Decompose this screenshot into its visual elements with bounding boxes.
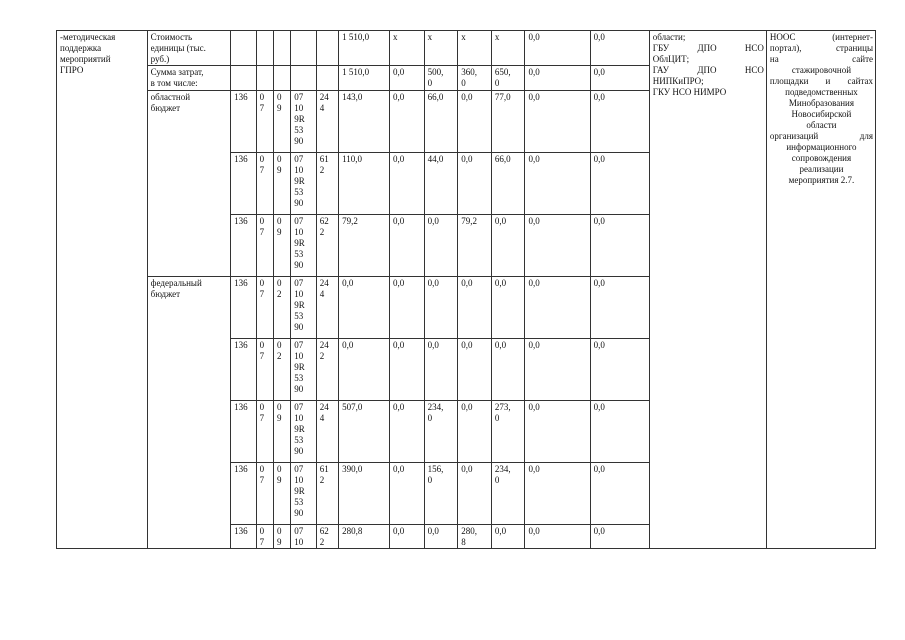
result-line: мероприятия 2.7. (788, 175, 855, 185)
indicator-line: бюджет (150, 289, 181, 299)
year-cell: 0,0 (525, 91, 590, 153)
result-line: НООС (интернет- (769, 32, 873, 42)
grbs-code-cell: 136 (231, 91, 256, 153)
value-line: 0,0 (494, 216, 507, 226)
year-cell: 0,0 (590, 91, 649, 153)
total-cell: 79,2 (339, 215, 390, 277)
year-cell: x (390, 31, 425, 66)
year-cell (458, 153, 492, 215)
value-line: 9 (276, 475, 282, 485)
year-cell: 0,0 (525, 31, 590, 66)
value-line: 0 (276, 402, 282, 412)
year-cell (491, 66, 525, 91)
executor-line: ГБУ ДПО НСО (652, 43, 764, 53)
value-line: 24 (319, 402, 329, 412)
indicator-regional (147, 91, 231, 277)
expense-type-cell (316, 215, 338, 277)
total-cell: 0,0 (339, 339, 390, 401)
year-cell (458, 91, 492, 153)
empty-cell (316, 66, 338, 91)
result-line: организаций для (769, 131, 873, 141)
value-line: 2 (319, 351, 325, 361)
value-line: 0,0 (461, 402, 473, 412)
year-cell (424, 215, 458, 277)
empty-cell (256, 31, 273, 66)
result-line: Новосибирской (791, 109, 852, 119)
value-line: 0 (427, 413, 433, 423)
expense-type-cell (316, 91, 338, 153)
budget-table (56, 30, 876, 549)
subsection-code-cell (273, 153, 290, 215)
value-line: 0,0 (427, 340, 439, 350)
value-line: 9 (276, 537, 282, 547)
value-line: 07 (294, 526, 304, 536)
section-code-cell (256, 91, 273, 153)
value-line: 07 (294, 278, 304, 288)
value-line: 0 (259, 340, 265, 350)
year-cell (424, 91, 458, 153)
result-line: сопровождения (791, 153, 852, 163)
executor-line: ОблЦИТ; (652, 54, 690, 64)
value-line: 0,0 (427, 278, 439, 288)
total-cell: 507,0 (339, 401, 390, 463)
value-line: 0,0 (427, 216, 439, 226)
value-line: 66,0 (494, 154, 511, 164)
value-line: 07 (294, 340, 304, 350)
year-cell: 0,0 (390, 401, 425, 463)
year-cell (424, 153, 458, 215)
year-cell (424, 463, 458, 525)
value-line: 10 (294, 475, 304, 485)
year-cell: 0,0 (525, 277, 590, 339)
expense-type-cell (316, 277, 338, 339)
unit-cost-row (57, 31, 876, 66)
measure-line: ГПРО (60, 65, 84, 75)
value-line: 234, (427, 402, 444, 412)
value-line: 7 (259, 165, 265, 175)
section-code-cell (256, 339, 273, 401)
year-cell: 0,0 (390, 463, 425, 525)
year-cell (491, 339, 525, 401)
year-cell: 0,0 (590, 401, 649, 463)
value-line: 2 (319, 165, 325, 175)
subsection-code-cell (273, 339, 290, 401)
value-line: 7 (259, 289, 265, 299)
value-line: 280, (461, 526, 478, 536)
value-line: 0,0 (494, 340, 507, 350)
indicator-line: бюджет (150, 103, 181, 113)
year-cell: 0,0 (590, 215, 649, 277)
value-line: 0 (276, 92, 282, 102)
year-cell (424, 66, 458, 91)
value-line: 53 (294, 373, 304, 383)
measure-name-cell (57, 31, 148, 549)
year-cell: 0,0 (590, 153, 649, 215)
subsection-code-cell (273, 91, 290, 153)
value-line: 0 (276, 216, 282, 226)
empty-cell (273, 31, 290, 66)
executor-line: ГКУ НСО НИМРО (652, 87, 727, 97)
value-line: 0 (259, 92, 265, 102)
empty-cell (291, 66, 316, 91)
year-cell (424, 339, 458, 401)
value-line: 234, (494, 464, 511, 474)
grbs-code-cell: 136 (231, 277, 256, 339)
value-line: 53 (294, 187, 304, 197)
value-line: 62 (319, 216, 329, 226)
value-line: 24 (319, 92, 329, 102)
indicator-unit-cost (147, 31, 231, 66)
year-cell: 0,0 (525, 339, 590, 401)
value-line: 7 (259, 537, 265, 547)
value-line: 0 (494, 475, 500, 485)
year-cell (458, 339, 492, 401)
total-cell: 0,0 (339, 277, 390, 339)
total-cell: 110,0 (339, 153, 390, 215)
total-cell: 280,8 (339, 525, 390, 549)
year-cell: 0,0 (525, 66, 590, 91)
results-cell (766, 31, 875, 549)
measure-line: поддержка (60, 43, 102, 53)
year-cell (458, 463, 492, 525)
value-line: 07 (294, 154, 304, 164)
empty-cell (231, 66, 256, 91)
year-cell: 0,0 (590, 66, 649, 91)
measure-line: мероприятий (60, 54, 111, 64)
result-line: площадки и сайтах (769, 76, 873, 86)
year-cell (491, 91, 525, 153)
year-cell (458, 277, 492, 339)
value-line: 44,0 (427, 154, 444, 164)
empty-cell (231, 31, 256, 66)
value-line: 0 (259, 464, 265, 474)
empty-cell (291, 31, 316, 66)
grbs-code-cell: 136 (231, 153, 256, 215)
value-line: 7 (259, 475, 265, 485)
value-line: 53 (294, 249, 304, 259)
value-line: 0 (276, 464, 282, 474)
year-cell: 0,0 (390, 91, 425, 153)
indicator-line: Стоимость (150, 32, 193, 42)
result-line: реализации (799, 164, 844, 174)
year-cell: 0,0 (590, 277, 649, 339)
value-line: 0 (276, 154, 282, 164)
expense-type-cell (316, 339, 338, 401)
value-line: 9R (294, 486, 305, 496)
value-line: 90 (294, 260, 304, 270)
year-cell: x (424, 31, 458, 66)
total-cell: 1 510,0 (339, 66, 390, 91)
value-line: 9 (276, 103, 282, 113)
value-line: 2 (319, 537, 325, 547)
value-line: 10 (294, 165, 304, 175)
target-code-cell (291, 153, 316, 215)
value-line: 61 (319, 464, 329, 474)
year-cell: 0,0 (590, 31, 649, 66)
year-cell (491, 401, 525, 463)
grbs-code-cell: 136 (231, 525, 256, 549)
grbs-code-cell: 136 (231, 215, 256, 277)
executor-line: ГАУ ДПО НСО (652, 65, 764, 75)
subsection-code-cell (273, 463, 290, 525)
value-line: 0 (276, 526, 282, 536)
year-cell (491, 153, 525, 215)
value-line: 53 (294, 125, 304, 135)
indicator-federal (147, 277, 231, 549)
section-code-cell (256, 277, 273, 339)
indicator-line: областной (150, 92, 191, 102)
value-line: 0 (259, 278, 265, 288)
value-line: 0,0 (461, 154, 473, 164)
result-line: стажировочной (791, 65, 852, 75)
value-line: 90 (294, 136, 304, 146)
empty-cell (256, 66, 273, 91)
year-cell: 0,0 (525, 153, 590, 215)
year-cell: 0,0 (590, 339, 649, 401)
target-code-cell (291, 401, 316, 463)
value-line: 0 (427, 475, 433, 485)
expense-type-cell (316, 153, 338, 215)
year-cell: 0,0 (390, 339, 425, 401)
year-cell: 0,0 (525, 463, 590, 525)
value-line: 53 (294, 497, 304, 507)
value-line: 10 (294, 351, 304, 361)
value-line: 4 (319, 413, 325, 423)
year-cell: 0,0 (525, 525, 590, 549)
value-line: 0,0 (461, 92, 473, 102)
value-line: 9R (294, 238, 305, 248)
indicator-line: федеральный (150, 278, 202, 288)
result-line: информационного (786, 142, 857, 152)
year-cell (458, 401, 492, 463)
value-line: 2 (319, 475, 325, 485)
total-cell: 1 510,0 (339, 31, 390, 66)
year-cell (491, 215, 525, 277)
year-cell (491, 277, 525, 339)
value-line: 61 (319, 154, 329, 164)
expense-type-cell (316, 463, 338, 525)
executors-cell (649, 31, 766, 549)
value-line: 0 (259, 154, 265, 164)
section-code-cell (256, 215, 273, 277)
result-line: портал), страницы (769, 43, 873, 53)
year-cell: x (491, 31, 525, 66)
value-line: 0 (276, 278, 282, 288)
value-line: 4 (319, 289, 325, 299)
subsection-code-cell (273, 525, 290, 549)
target-code-cell (291, 339, 316, 401)
value-line: 7 (259, 227, 265, 237)
value-line: 9R (294, 362, 305, 372)
value-line: 650, (494, 67, 511, 77)
year-cell: 0,0 (590, 525, 649, 549)
value-line: 2 (276, 289, 282, 299)
section-code-cell (256, 401, 273, 463)
value-line: 0 (461, 78, 466, 88)
section-code-cell (256, 153, 273, 215)
year-cell (458, 215, 492, 277)
value-line: 9R (294, 176, 305, 186)
value-line: 10 (294, 227, 304, 237)
year-cell (424, 401, 458, 463)
value-line: 10 (294, 289, 304, 299)
value-line: 10 (294, 103, 304, 113)
value-line: 9 (276, 165, 282, 175)
year-cell (424, 277, 458, 339)
value-line: 24 (319, 278, 329, 288)
indicator-line: единицы (тыс. (150, 43, 206, 53)
value-line: 62 (319, 526, 329, 536)
value-line: 7 (259, 413, 265, 423)
expense-type-cell (316, 401, 338, 463)
grbs-code-cell: 136 (231, 463, 256, 525)
indicator-total-cost (147, 66, 231, 91)
value-line: 66,0 (427, 92, 444, 102)
year-cell: 0,0 (525, 401, 590, 463)
indicator-line: руб.) (150, 54, 170, 64)
value-line: 0,0 (461, 340, 473, 350)
value-line: 2 (319, 227, 325, 237)
indicator-line: в том числе: (150, 78, 198, 88)
result-line: на сайте (769, 54, 873, 64)
expense-type-cell (316, 525, 338, 549)
value-line: 07 (294, 216, 304, 226)
grbs-code-cell: 136 (231, 339, 256, 401)
value-line: 0,0 (494, 526, 507, 536)
total-cell: 143,0 (339, 91, 390, 153)
value-line: 156, (427, 464, 444, 474)
target-code-cell (291, 463, 316, 525)
target-code-cell (291, 277, 316, 339)
target-code-cell (291, 525, 316, 549)
value-line: 7 (259, 351, 265, 361)
year-cell (458, 66, 492, 91)
executor-line: области; (652, 32, 686, 42)
year-cell: x (458, 31, 492, 66)
year-cell: 0,0 (590, 463, 649, 525)
value-line: 77,0 (494, 92, 511, 102)
value-line: 0 (259, 402, 265, 412)
target-code-cell (291, 215, 316, 277)
value-line: 0 (276, 340, 282, 350)
value-line: 360, (461, 67, 478, 77)
value-line: 9R (294, 424, 305, 434)
section-code-cell (256, 525, 273, 549)
target-code-cell (291, 91, 316, 153)
subsection-code-cell (273, 277, 290, 339)
value-line: 4 (319, 103, 325, 113)
year-cell: 0,0 (390, 153, 425, 215)
section-code-cell (256, 463, 273, 525)
year-cell: 0,0 (390, 525, 425, 549)
value-line: 0,0 (461, 278, 473, 288)
value-line: 7 (259, 103, 265, 113)
value-line: 10 (294, 537, 304, 547)
value-line: 0 (259, 216, 265, 226)
year-cell (491, 525, 525, 549)
executor-line: НИПКиПРО; (652, 76, 704, 86)
value-line: 9R (294, 300, 305, 310)
year-cell: 0,0 (390, 277, 425, 339)
subsection-code-cell (273, 215, 290, 277)
value-line: 0,0 (494, 278, 507, 288)
value-line: 0 (494, 413, 500, 423)
empty-cell (316, 31, 338, 66)
value-line: 10 (294, 413, 304, 423)
result-line: области (806, 120, 837, 130)
value-line: 79,2 (461, 216, 478, 226)
value-line: 24 (319, 340, 329, 350)
year-cell (491, 463, 525, 525)
value-line: 90 (294, 508, 304, 518)
year-cell: 0,0 (390, 215, 425, 277)
year-cell (424, 525, 458, 549)
value-line: 2 (276, 351, 282, 361)
value-line: 0,0 (427, 526, 439, 536)
value-line: 273, (494, 402, 511, 412)
year-cell: 0,0 (525, 215, 590, 277)
value-line: 90 (294, 446, 304, 456)
value-line: 53 (294, 435, 304, 445)
value-line: 90 (294, 384, 304, 394)
value-line: 07 (294, 464, 304, 474)
value-line: 0 (427, 78, 433, 88)
value-line: 90 (294, 322, 304, 332)
value-line: 9R (294, 114, 305, 124)
empty-cell (273, 66, 290, 91)
result-line: Минобразования (788, 98, 854, 108)
indicator-line: Сумма затрат, (150, 67, 204, 77)
result-line: подведомственных (785, 87, 858, 97)
value-line: 90 (294, 198, 304, 208)
value-line: 8 (461, 537, 466, 547)
value-line: 0 (259, 526, 265, 536)
value-line: 53 (294, 311, 304, 321)
value-line: 07 (294, 92, 304, 102)
grbs-code-cell: 136 (231, 401, 256, 463)
value-line: 0,0 (461, 464, 473, 474)
value-line: 0 (494, 78, 500, 88)
year-cell: 0,0 (390, 66, 425, 91)
value-line: 9 (276, 413, 282, 423)
value-line: 9 (276, 227, 282, 237)
value-line: 500, (427, 67, 444, 77)
year-cell (458, 525, 492, 549)
measure-line: -методическая (60, 32, 116, 42)
subsection-code-cell (273, 401, 290, 463)
value-line: 07 (294, 402, 304, 412)
total-cell: 390,0 (339, 463, 390, 525)
